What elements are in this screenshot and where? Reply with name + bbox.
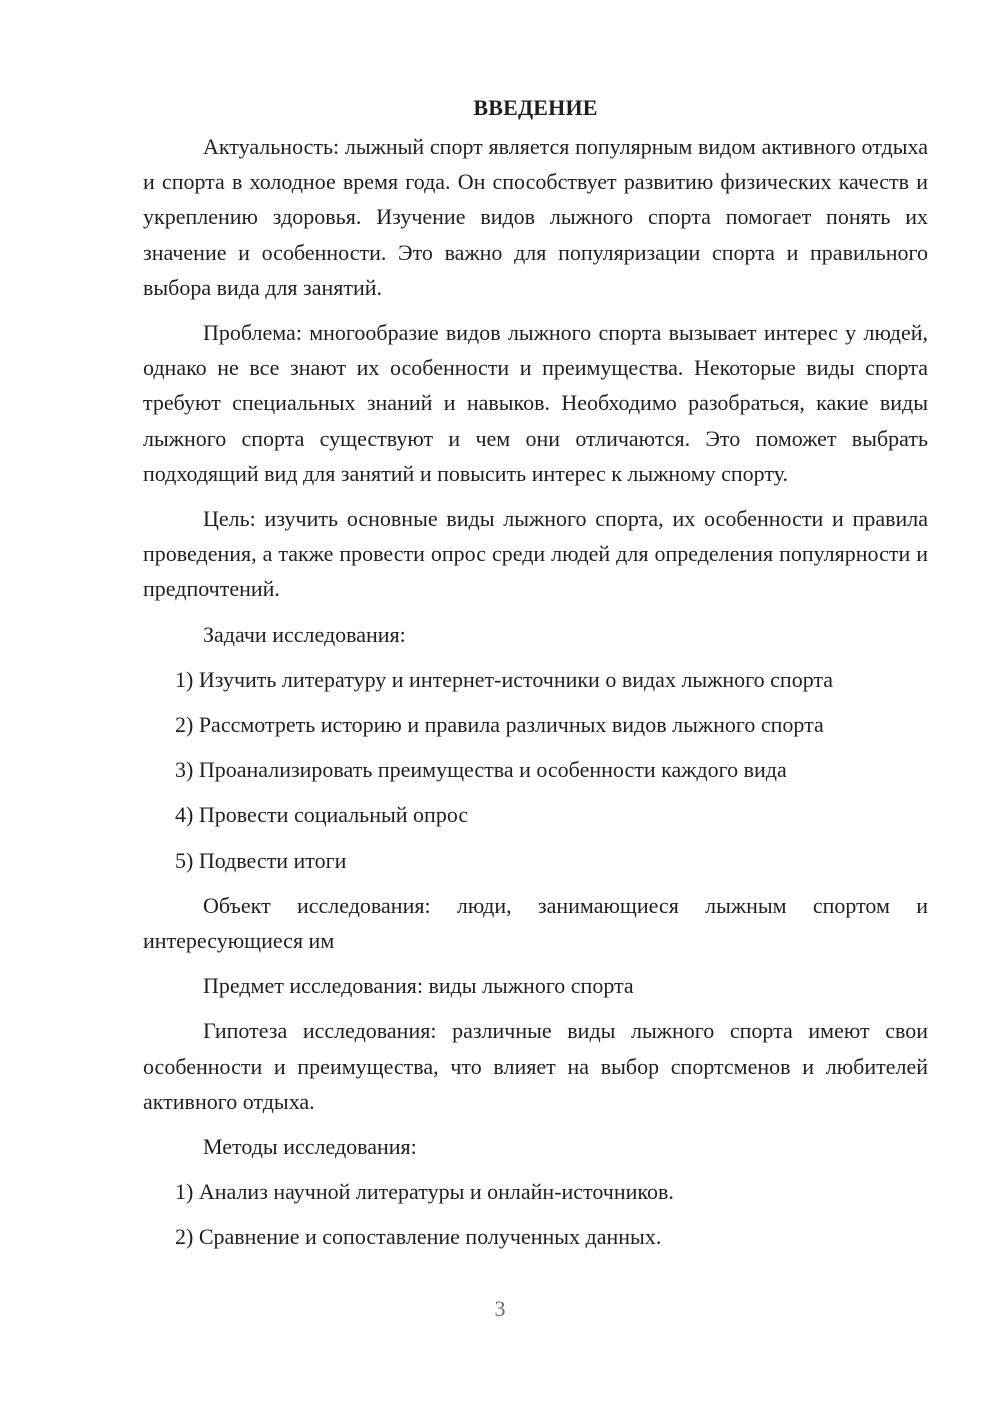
relevance-paragraph: Актуальность: лыжный спорт является популярным видом активного отдыха и спорта в холодное время года. Он способствует развитию физических качеств и укреплению здоровья. Изучение видов лыжного спорта помогает понять их значение и особенности. Это важно для популяризации спорта и правильного выбора вида для занятий. (143, 134, 928, 300)
goal-paragraph: Цель: изучить основные виды лыжного спорта, их особенности и правила проведения, а также провести опрос среди людей для определения популярности и предпочтений. (143, 506, 928, 602)
section-title: ВВЕДЕНИЕ (473, 95, 598, 120)
task-item-5: 5) Подвести итоги (175, 847, 347, 873)
page-number: 3 (494, 1296, 506, 1321)
tasks-heading: Задачи исследования: (203, 621, 406, 647)
hypothesis-paragraph: Гипотеза исследования: различные виды лыжного спорта имеют свои особенности и преимущества, что влияет на выбор спортсменов и любителей активного отдыха. (143, 1018, 928, 1114)
method-item-1: 1) Анализ научной литературы и онлайн-источников. (175, 1179, 674, 1205)
methods-heading: Методы исследования: (203, 1134, 417, 1160)
problem-paragraph: Проблема: многообразие видов лыжного спорта вызывает интерес у людей, однако не все знают их особенности и преимущества. Некоторые виды спорта требуют специальных знаний и навыков. Необходимо разобраться, какие виды лыжного спорта существуют и чем они отличаются. Это поможет выбрать подходящий вид для занятий и повысить интерес к лыжному спорту. (143, 320, 928, 486)
subject-line: Предмет исследования: виды лыжного спорта (203, 973, 634, 999)
method-item-2: 2) Сравнение и сопоставление полученных данных. (175, 1224, 662, 1250)
task-item-1: 1) Изучить литературу и интернет-источники о видах лыжного спорта (175, 666, 834, 692)
object-paragraph: Объект исследования: люди, занимающиеся лыжным спортом и интересующиеся им (143, 892, 928, 954)
task-item-2: 2) Рассмотреть историю и правила различных видов лыжного спорта (175, 712, 824, 738)
task-item-4: 4) Провести социальный опрос (175, 802, 469, 828)
document-page (143, 88, 928, 1265)
task-item-3: 3) Проанализировать преимущества и особенности каждого вида (175, 757, 787, 783)
